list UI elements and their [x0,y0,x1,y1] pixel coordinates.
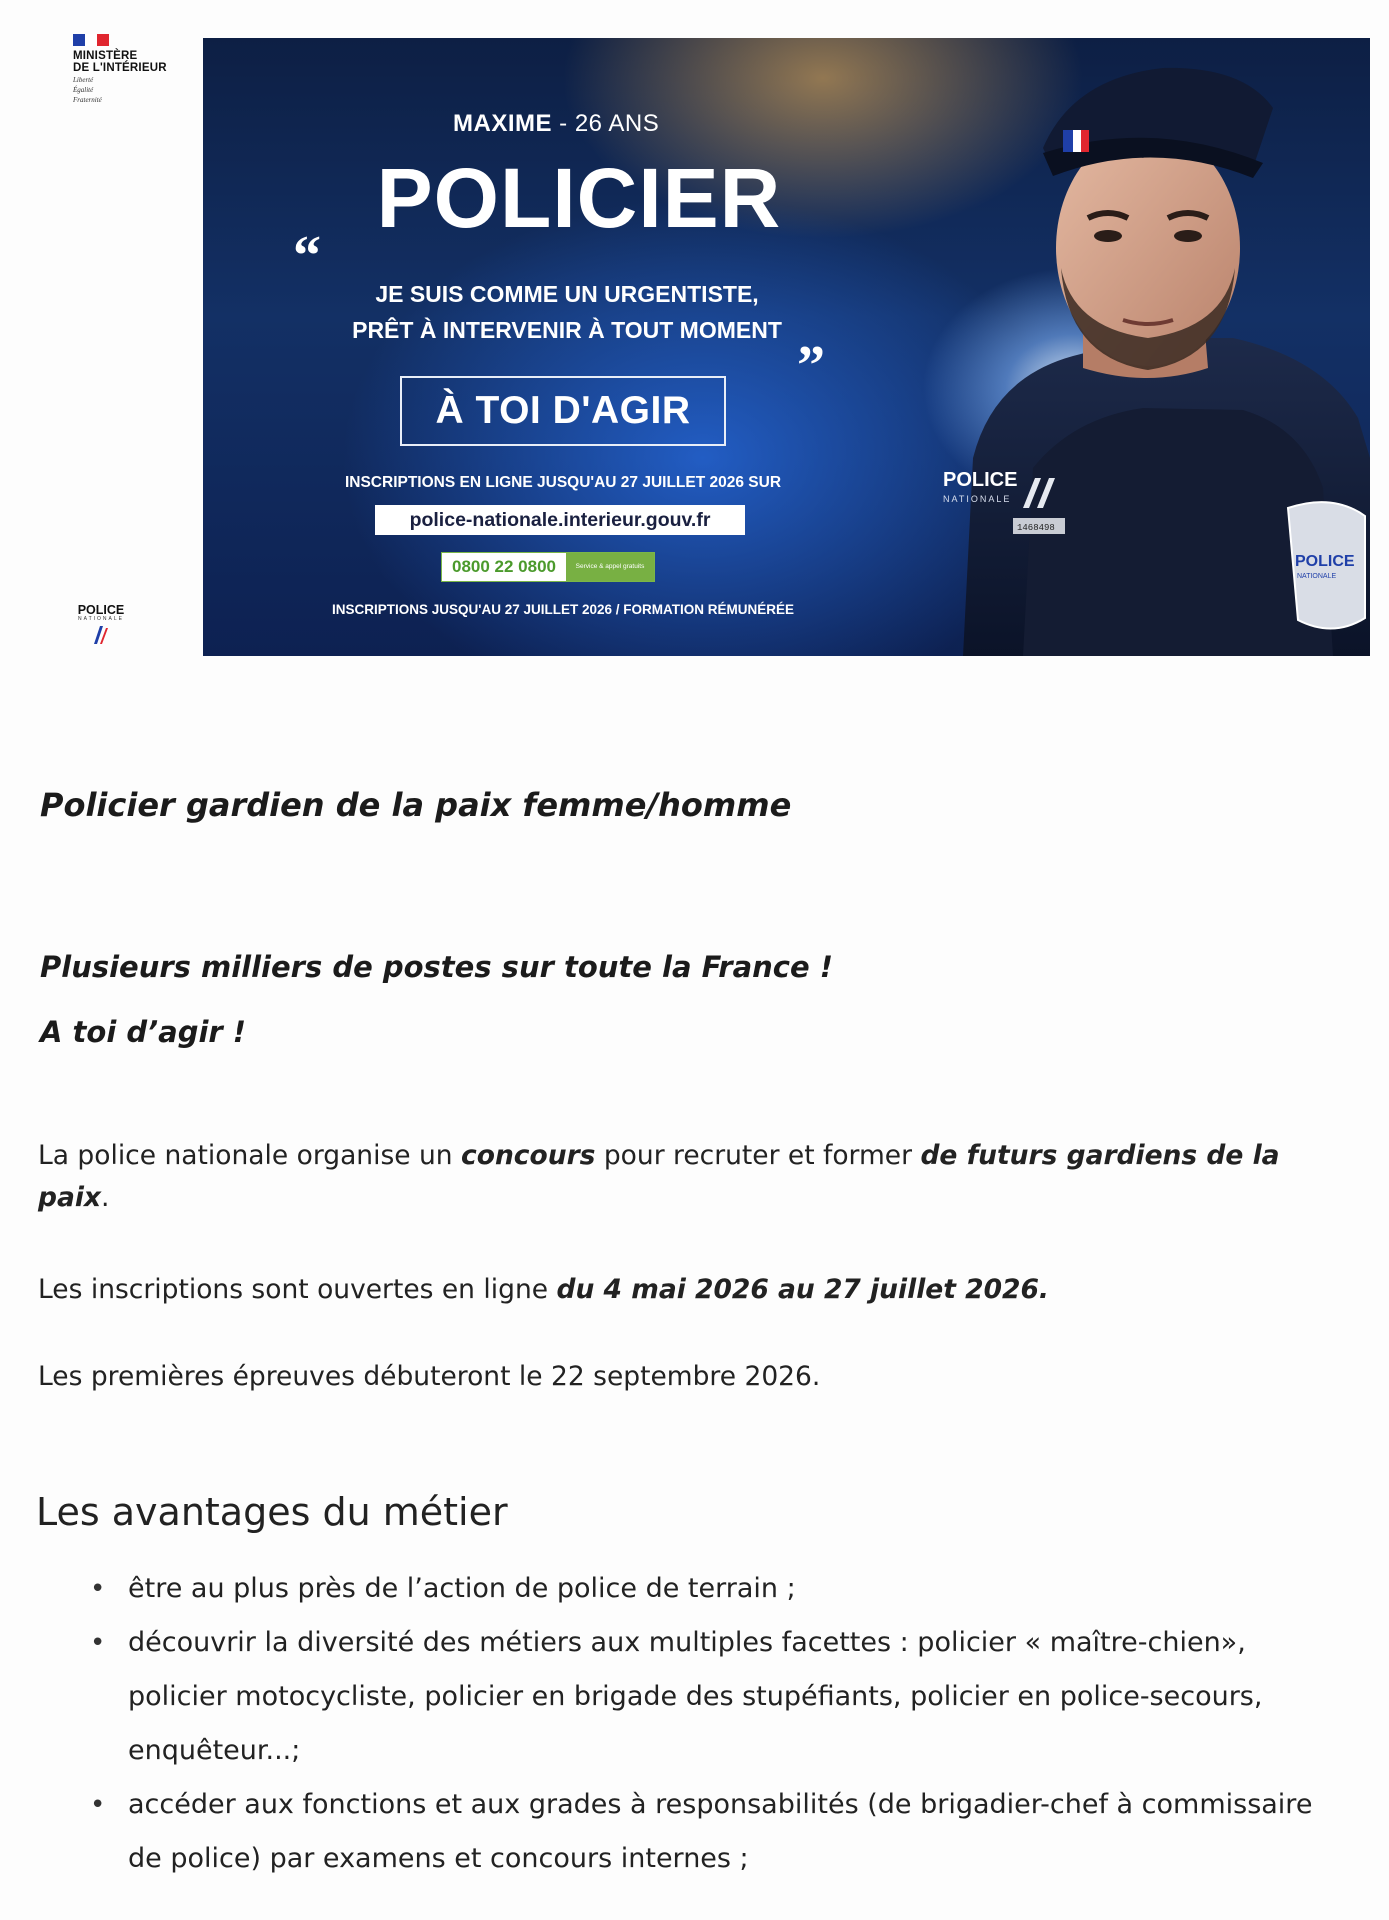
list-item: • découvrir la diversité des métiers aux multiples facettes : policier « maître-chien», policier motocycliste, policier en brigade des stupéfiants, policier en police-secours, enquêteur...; [90,1616,1340,1778]
patch-label: POLICE [1295,553,1355,570]
recruitment-banner [203,38,1370,656]
p1-period: . [101,1182,110,1213]
tricolor-swoosh-icon [88,624,114,646]
banner-footer: INSCRIPTIONS JUSQU'AU 27 JUILLET 2026 / FORMATION RÉMUNÉRÉE [331,602,795,617]
p2-dates: du 4 mai 2026 au 27 juillet 2026. [556,1274,1049,1305]
banner-name: MAXIME [453,110,552,137]
badge-number: 1468498 [1017,523,1055,533]
paragraph-concours [38,1135,1358,1219]
quote-close-mark: ” [797,335,825,397]
french-flag-icon [73,34,109,46]
paragraph-inscriptions [38,1269,1358,1311]
quote-open-mark: “ [293,225,321,287]
ministry-motto-2: Égalité [73,86,94,94]
banner-title: POLICIER [376,151,782,245]
ministry-motto-3: Fraternité [73,96,102,104]
banner-phone [441,552,655,582]
banner-age: - 26 ANS [559,110,660,137]
ministry-name-line2: DE L'INTÉRIEUR [73,62,167,74]
list-item: • accéder aux fonctions et aux grades à responsabilités (de brigadier-chef à commissaire de police) par examens et concours internes ; [90,1778,1340,1886]
banner-quote [287,276,847,348]
banner-quote-line1: JE SUIS COMME UN URGENTISTE, [375,281,759,307]
patch-sublabel: NATIONALE [1297,573,1337,580]
banner-cta: À TOI D'AGIR [400,376,726,446]
ministry-logo [73,34,203,104]
police-logo-subtitle: NATIONALE [78,616,124,622]
section-title-avantages: Les avantages du métier [36,1490,508,1534]
banner-inscriptions: INSCRIPTIONS EN LIGNE JUSQU'AU 27 JUILLET 2026 SUR [344,474,782,491]
p2-text-a: Les inscriptions sont ouvertes en ligne [38,1274,557,1305]
officer-photo [903,38,1370,656]
police-logo-title: POLICE [77,603,125,617]
advantages-list [90,1562,1340,1886]
banner-name-line [453,110,659,138]
vest-label: POLICE [943,469,1018,491]
ministry-name-line1: MINISTÈRE [73,50,138,62]
job-title: Policier gardien de la paix femme/homme [40,786,792,824]
phone-tag: Service & appel gratuits [566,553,654,581]
list-item: • être au plus près de l’action de police de terrain ; [90,1562,1340,1616]
paragraph-epreuves: Les premières épreuves débuteront le 22 septembre 2026. [38,1361,821,1392]
p1-text-c: pour recruter et former [595,1140,921,1171]
p1-gardiens: de futurs gardiens de la paix [38,1140,1280,1213]
ministry-motto-1: Liberté [73,76,94,84]
p1-concours: concours [461,1140,596,1171]
police-nationale-logo [66,604,136,646]
vest-sublabel: NATIONALE [943,494,1012,504]
phone-number: 0800 22 0800 [452,557,556,576]
banner-quote-line2: PRÊT À INTERVENIR À TOUT MOMENT [352,317,782,343]
banner-url: police-nationale.interieur.gouv.fr [375,505,745,535]
p1-text-a: La police nationale organise un [38,1140,462,1171]
subtitle-call-to-action: A toi d’agir ! [40,1015,247,1049]
subtitle-positions: Plusieurs milliers de postes sur toute la France ! [40,950,833,984]
